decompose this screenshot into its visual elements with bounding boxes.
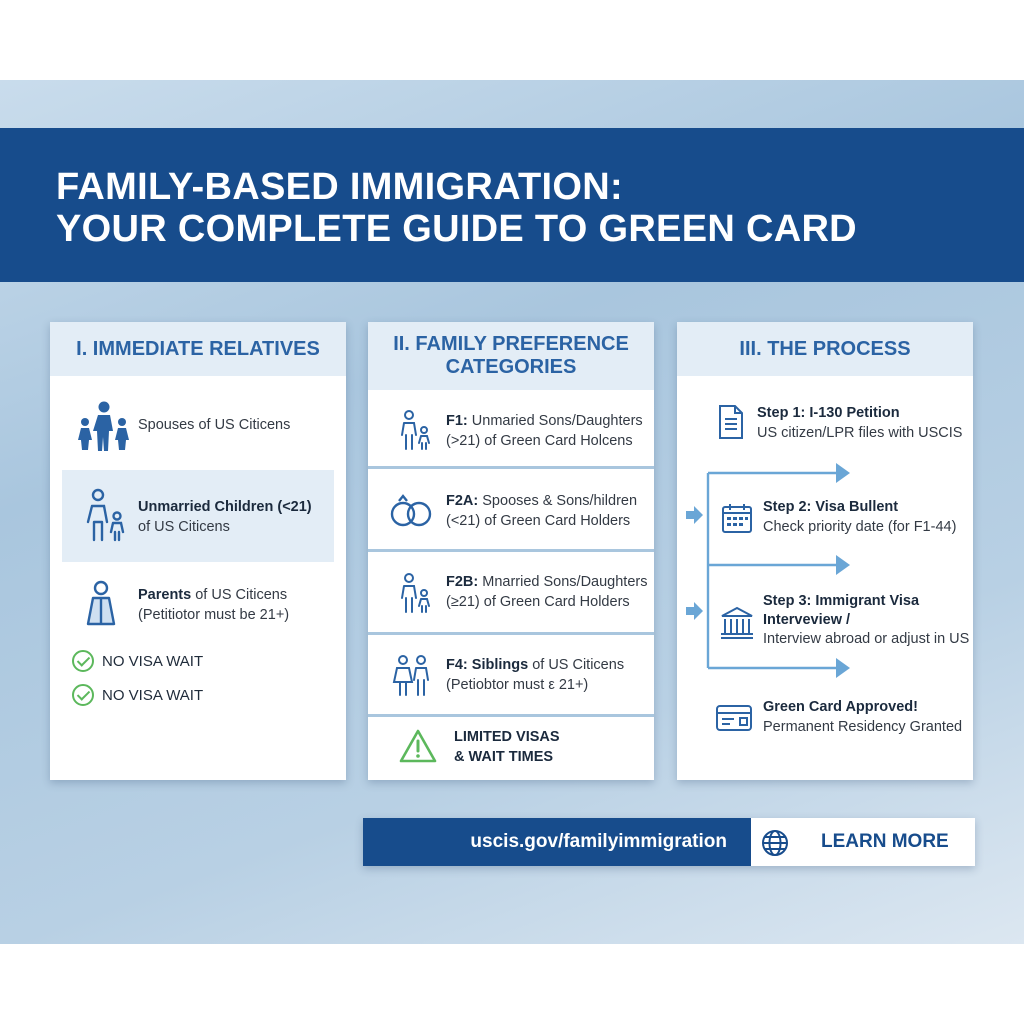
- f1-sub: (>21) of Green Card Holcens: [446, 433, 633, 449]
- family-preference-card: [368, 322, 654, 780]
- list-item: F2A: Spooses & Sons/hildren (<21) of Green Card Holders: [368, 472, 654, 548]
- warning-line1: LIMITED VISAS: [454, 729, 560, 745]
- f4-sub: (Petiobtor must ε 21+): [446, 677, 589, 693]
- step1-desc: US citizen/LPR files with USCIS: [757, 425, 963, 441]
- rings-icon: [388, 494, 434, 528]
- website-link[interactable]: uscis.gov/familyimmigration: [363, 818, 751, 866]
- step4-title: Green Card Approved!: [763, 699, 918, 715]
- step3-title: Step 3: Immigrant Visa: [763, 593, 920, 609]
- warning-icon: [398, 728, 438, 764]
- list-item: [50, 396, 346, 466]
- divider: [368, 466, 654, 469]
- page-title-line1: FAMILY-BASED IMMIGRATION:: [56, 166, 623, 208]
- divider: [368, 632, 654, 635]
- step4-desc: Permanent Residency Granted: [763, 719, 963, 735]
- document-icon: [717, 404, 745, 440]
- divider: [368, 714, 654, 717]
- family-preference-heading: II. FAMILY PREFERENCE CATEGORIES: [368, 322, 654, 390]
- page-title-line2: YOUR COMPLETE GUIDE TO GREEN CARD: [56, 208, 857, 250]
- warning-row: [368, 720, 654, 778]
- check-circle-icon: [72, 650, 94, 672]
- siblings-icon: [392, 654, 432, 696]
- parent-child-icon: [398, 410, 432, 450]
- parent-child-icon: [398, 573, 432, 613]
- spouses-label: Spouses of US Citicens: [138, 417, 291, 433]
- parents-sub: (Petitiotor must be 21+): [138, 607, 290, 623]
- step2-desc: Check priority date (for F1-44): [763, 519, 957, 535]
- title-banner: [0, 128, 1024, 282]
- parents-label: Parents: [138, 587, 192, 603]
- list-item: F1: Unmaried Sons/Daughters (>21) of Green Card Holcens: [368, 398, 654, 466]
- divider: [368, 549, 654, 552]
- parent-icon: [84, 580, 118, 628]
- family-icon: [76, 400, 132, 452]
- cta-bar: [363, 818, 975, 866]
- learn-more-button[interactable]: LEARN MORE: [821, 831, 949, 852]
- list-item: F4: Siblings of US Citicens (Petiobtor must ε 21+): [368, 638, 654, 714]
- step3-desc: Interview abroad or adjust in US: [763, 631, 970, 647]
- f2a-sub: (<21) of Green Card Holders: [446, 513, 631, 529]
- step2-title: Step 2: Visa Bullent: [763, 499, 899, 515]
- unmarried-children-label: Unmarried Children (<21): [138, 499, 312, 515]
- step3-title2: Intervеview /: [763, 612, 851, 628]
- globe-icon: [761, 829, 789, 857]
- step1-title: Step 1: I-130 Petition: [757, 405, 900, 421]
- process-step: [677, 398, 973, 458]
- immediate-relatives-heading: I. IMMEDIATE RELATIVES: [50, 322, 346, 376]
- green-card-icon: [715, 704, 753, 732]
- immediate-relatives-card: [50, 322, 346, 780]
- unmarried-children-sub: of US Citicens: [138, 519, 230, 535]
- check-circle-icon: [72, 684, 94, 706]
- list-item: F2B: Mnarried Sons/Daughters (≥21) of Green Card Holders: [368, 555, 654, 631]
- process-flow-arrows: [680, 455, 860, 680]
- no-visa-wait-badge: NO VISA WAIT: [72, 684, 203, 706]
- process-heading: III. THE PROCESS: [677, 322, 973, 376]
- list-item-highlight: [62, 470, 334, 562]
- no-visa-wait-badge: NO VISA WAIT: [72, 650, 203, 672]
- list-item: Parents of US Citicens (Petitiotor must be 21+): [50, 570, 346, 640]
- warning-line2: & WAIT TIMES: [454, 749, 554, 765]
- process-step: [677, 690, 973, 750]
- parent-child-icon: [82, 488, 128, 542]
- f2b-sub: (≥21) of Green Card Holders: [446, 594, 630, 610]
